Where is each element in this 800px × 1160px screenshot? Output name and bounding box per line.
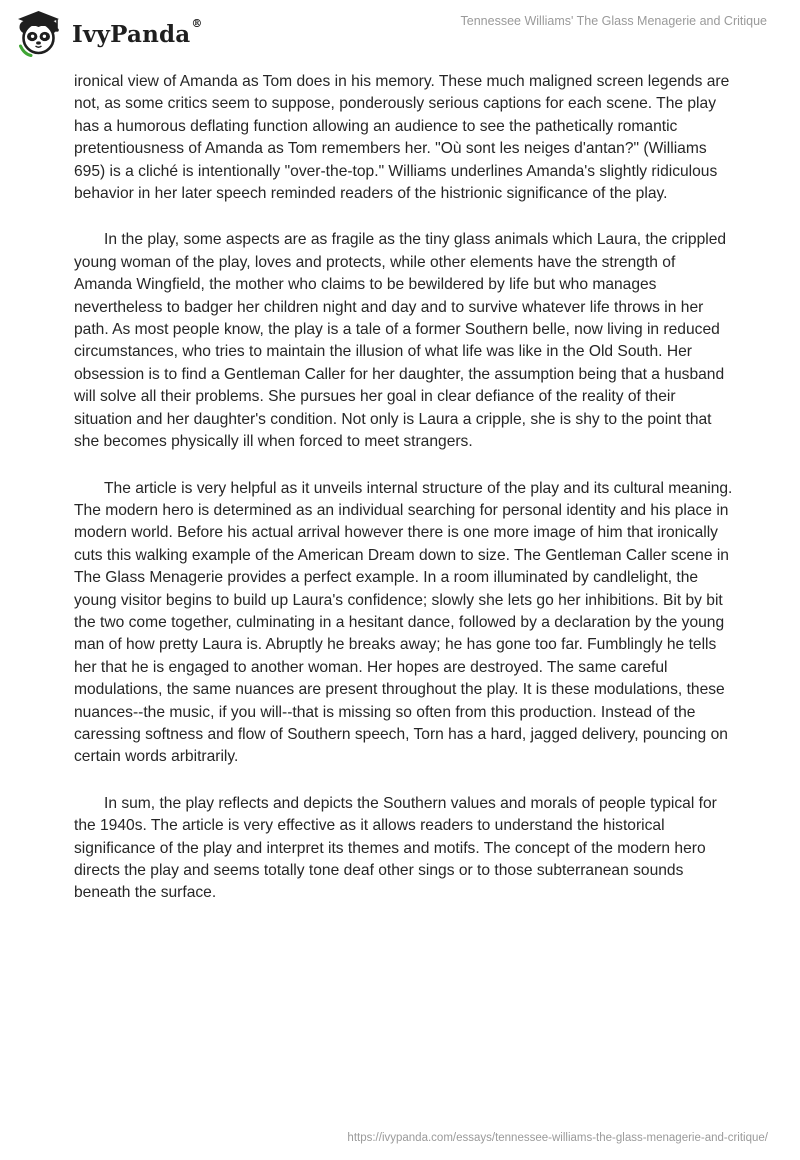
paragraph-1: ironical view of Amanda as Tom does in his memory. These much maligned screen legends are not, as some critics seem to suppose, ponderously serious captions for each scene. The play has a humorous deflating function allowing an audience to see the pathetically romantic pretentiousness of Amanda as Tom remembers her. "Où sont les neiges d'antan?" (Williams 695) is a cliché is intentionally "over-the-top." Williams underlines Amanda's slightly ridiculous behavior in her later speech reminded readers of the histrionic significance of the play. [74,73,730,203]
paragraph-2: In the play, some aspects are as fragile as the tiny glass animals which Laura, the crippled young woman of the play, loves and protects, while other elements have the strength of Amanda Wingfield, the mother who claims to be bewildered by life but who manages nevertheless to badger her children night and day and to survive whatever life throws in her path. As most people know, the play is a tale of a former Southern belle, now living in reduced circumstances, who tries to maintain the illusion of what life was like in the Old South. Her obsession is to find a Gentleman Caller for her daughter, the assumption being that a husband will solve all their problems. She pursues her goal in clear defiance of the reality of their situation and her daughter's condition. Not only is Laura a cripple, she is shy to the point that she becomes physically ill when forced to meet strangers. [74,231,727,451]
document-title: Tennessee Williams' The Glass Menagerie and Critique [460,14,767,28]
essay-body [74,71,734,929]
paragraph-3: The article is very helpful as it unveils internal structure of the play and its cultural meaning. The modern hero is determined as an individual searching for personal identity and his place in modern world. Before his actual arrival however there is one more image of him that ironically cuts this walking example of the American Dream down to size. The Gentleman Caller scene in The Glass Menagerie provides a perfect example. In a room illuminated by candlelight, the young visitor begins to build up Laura's confidence; slowly she lets go her inhibitions. Bit by bit the two come together, culminating in a hesitant dance, followed by a declaration by the young man of how pretty Laura is. Abruptly he breaks away; he has gone too far. Fumblingly he tells her that he is engaged to another woman. Her hopes are destroyed. The same careful modulations, the same nuances are present throughout the play. It is these modulations, these nuances--the music, if you will--that is missing so often from this production. Instead of the caressing softness and flow of Southern speech, Torn has a hard, jagged delivery, pouncing on certain words arbitrarily. [74,479,733,766]
paragraph-4: In sum, the play reflects and depicts the Southern values and morals of people typical for the 1940s. The article is very effective as it allows readers to understand the historical significance of the play and interpret its themes and motifs. The concept of the modern hero directs the play and seems totally tone deaf other sings or to those subterranean sounds beneath the surface. [74,794,717,902]
brand-name-text: IvyPanda [72,20,191,48]
panda-graduate-icon [14,8,66,58]
brand-name [72,16,203,48]
brand-logo[interactable] [14,8,203,58]
registered-mark: ® [191,16,203,30]
page-header [0,0,800,70]
source-url[interactable]: https://ivypanda.com/essays/tennessee-williams-the-glass-menagerie-and-critique/ [347,1132,768,1144]
